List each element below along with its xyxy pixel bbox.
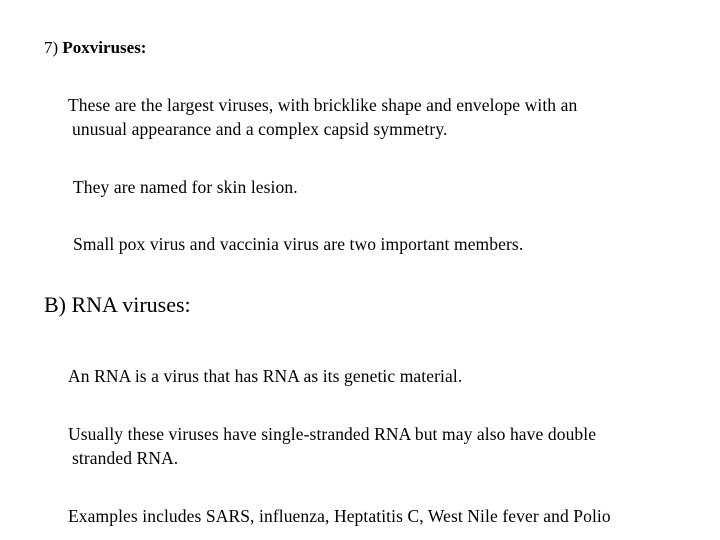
poxviruses-members: Small pox virus and vaccinia virus are two important members. <box>73 234 524 254</box>
poxviruses-heading <box>44 38 146 58</box>
rna-viruses-heading: B) RNA viruses: <box>44 292 191 317</box>
poxviruses-description-line-2: unusual appearance and a complex capsid symmetry. <box>72 119 448 139</box>
poxviruses-heading-number: 7) <box>44 38 63 57</box>
poxviruses-description <box>68 93 577 141</box>
rna-strands-line-1: Usually these viruses have single-stranded RNA but may also have double <box>68 424 597 444</box>
rna-strands-line-2: stranded RNA. <box>72 448 179 468</box>
poxviruses-description-line-1: These are the largest viruses, with bricklike shape and envelope with an <box>68 95 578 115</box>
rna-strands <box>68 422 596 470</box>
poxviruses-heading-title: Poxviruses: <box>62 38 147 57</box>
poxviruses-naming: They are named for skin lesion. <box>73 177 298 197</box>
rna-examples: Examples includes SARS, influenza, Heptatitis C, West Nile fever and Polio <box>68 506 611 526</box>
rna-definition: An RNA is a virus that has RNA as its genetic material. <box>68 366 463 386</box>
